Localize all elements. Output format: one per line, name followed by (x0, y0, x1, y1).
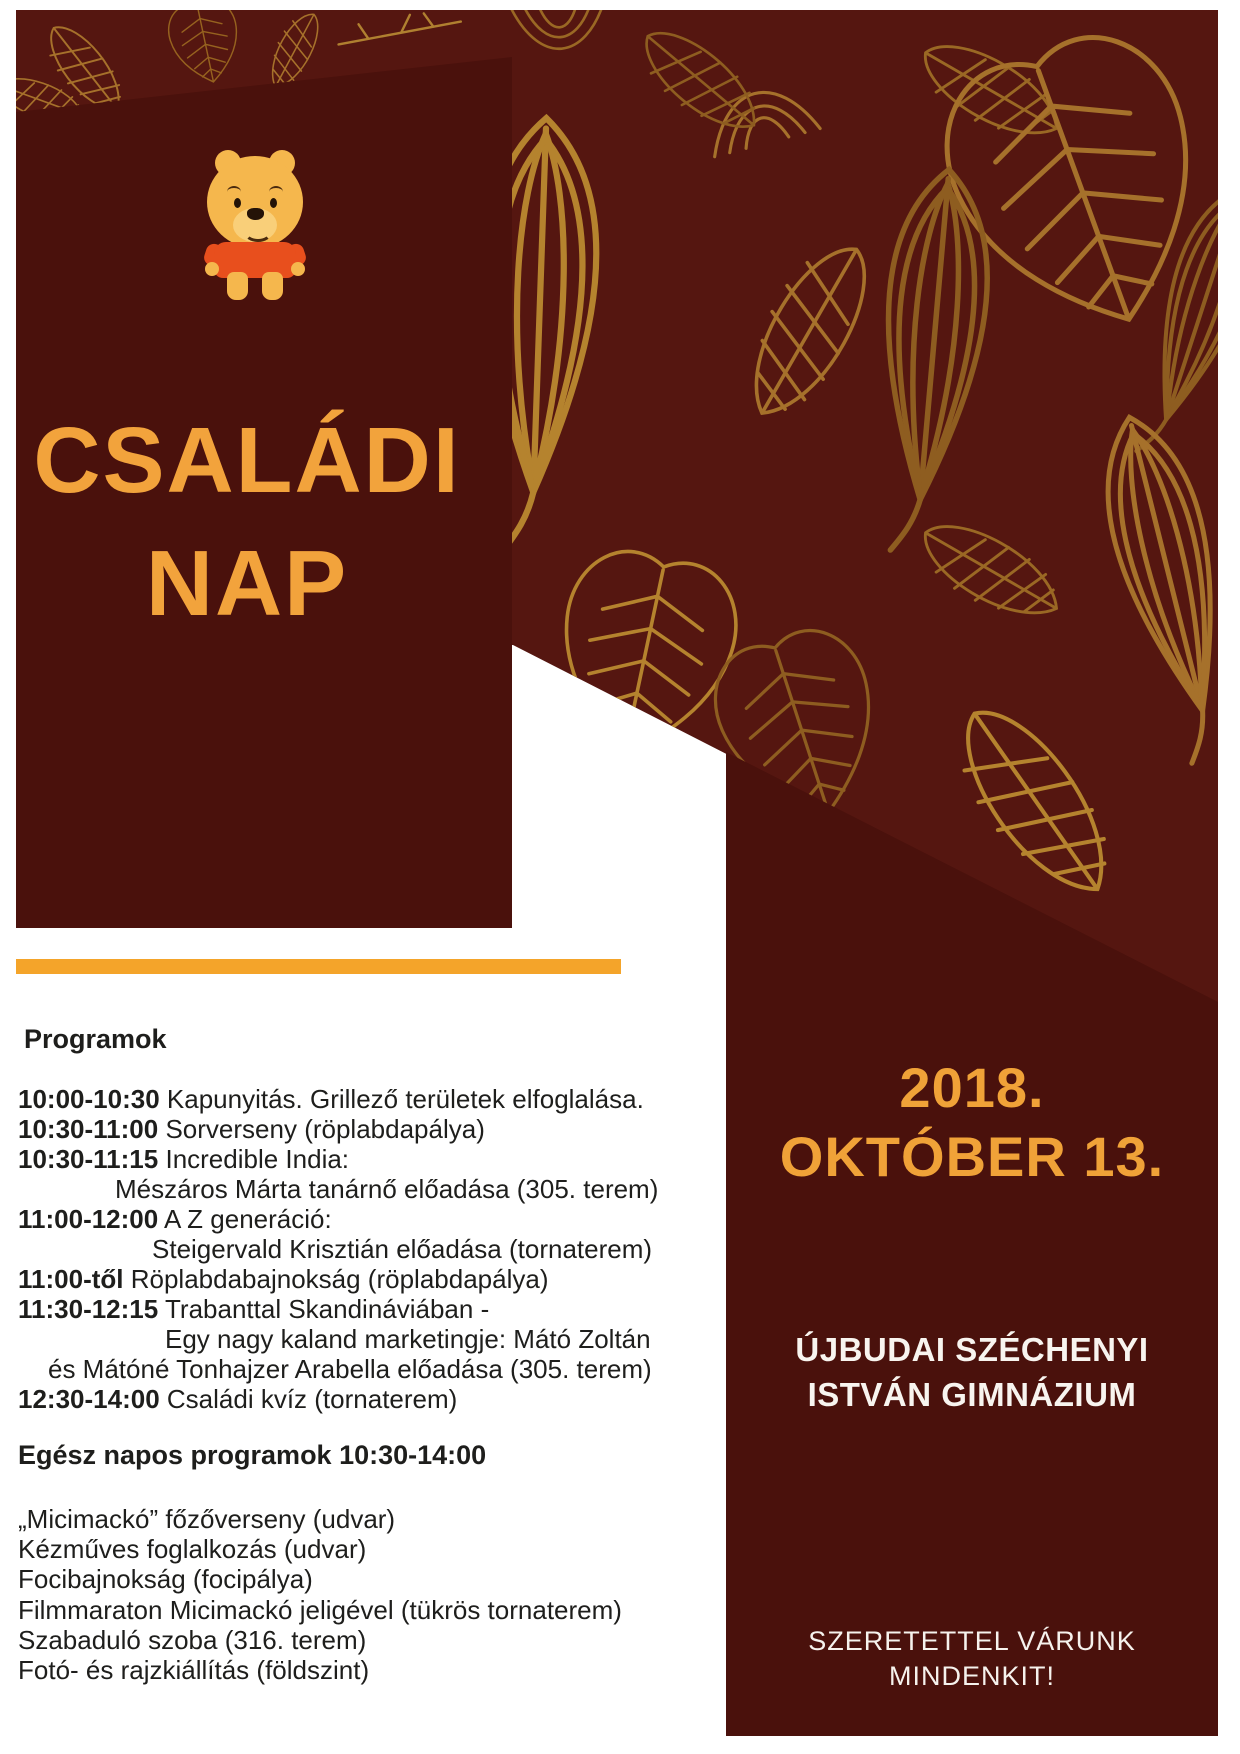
divider-bar (16, 959, 621, 974)
closing-message-line1: SZERETETTEL VÁRUNK (808, 1626, 1136, 1656)
schedule-item (18, 1114, 698, 1144)
schedule-item (18, 1324, 698, 1354)
allday-item: Szabaduló szoba (316. terem) (18, 1624, 367, 1655)
event-date-day: OKTÓBER 13. (779, 1125, 1165, 1188)
allday-item: Kézműves foglalkozás (udvar) (18, 1534, 367, 1565)
schedule-item (18, 1084, 698, 1114)
allday-list (18, 1504, 698, 1685)
schedule-text: Egy nagy kaland marketingje: Mátó Zoltán (165, 1324, 651, 1354)
schedule-item (18, 1294, 698, 1324)
schedule-time: 11:00-től (18, 1264, 124, 1294)
schedule-text: és Mátóné Tonhajzer Arabella előadása (305. terem) (48, 1354, 652, 1384)
school-name-line2: ISTVÁN GIMNÁZIUM (807, 1376, 1137, 1413)
schedule-text: Röplabdabajnokság (röplabdapálya) (130, 1264, 549, 1294)
schedule-item (18, 1144, 698, 1174)
schedule-item (18, 1174, 698, 1204)
schedule-time: 12:30-14:00 (18, 1384, 160, 1414)
pooh-paw-right (291, 262, 305, 276)
schedule-text: Incredible India: (165, 1144, 350, 1174)
schedule-text: Sorverseny (röplabdapálya) (165, 1114, 485, 1144)
allday-item: Focibajnokság (focipálya) (18, 1564, 313, 1595)
pooh-shirt (214, 242, 296, 278)
school-name-line1: ÚJBUDAI SZÉCHENYI (795, 1331, 1149, 1368)
pooh-leg-left (227, 272, 248, 300)
schedule-time: 10:00-10:30 (18, 1084, 160, 1114)
schedule-text: Családi kvíz (tornaterem) (166, 1384, 458, 1414)
schedule-time: 10:30-11:00 (18, 1114, 159, 1144)
pooh-leg-right (262, 272, 283, 300)
event-date-year: 2018. (899, 1056, 1045, 1119)
schedule-time: 11:30-12:15 (18, 1294, 159, 1324)
pooh-nose (247, 208, 264, 220)
schedule-item (18, 1384, 698, 1414)
schedule-time: 10:30-11:15 (18, 1144, 159, 1174)
pooh-smile (244, 222, 272, 242)
school-name (726, 1327, 1218, 1417)
poster-title-line2: NAP (145, 531, 349, 635)
schedule-text: Steigervald Krisztián előadása (tornaterem) (152, 1234, 653, 1264)
schedule-item (18, 1204, 698, 1234)
pooh-paw-left (205, 262, 219, 276)
schedule-item (18, 1354, 698, 1384)
pooh-eye-left (234, 198, 241, 208)
event-date (726, 1053, 1218, 1191)
closing-message-line2: MINDENKIT! (888, 1661, 1055, 1691)
pooh-bear-illustration (207, 150, 303, 300)
pooh-eyebrow-right (269, 186, 283, 198)
schedule-text: Trabanttal Skandináviában - (165, 1294, 490, 1324)
pooh-eye-right (270, 198, 277, 208)
schedule-text: Mészáros Márta tanárnő előadása (305. terem) (115, 1174, 659, 1204)
allday-heading: Egész napos programok 10:30-14:00 (18, 1440, 487, 1470)
poster-title-line1: CSALÁDI (33, 408, 461, 512)
schedule-item (18, 1264, 698, 1294)
pooh-eyebrow-left (227, 186, 241, 198)
allday-item: „Micimackó” főzőverseny (udvar) (18, 1504, 396, 1534)
allday-item: Filmmaraton Micimackó jeligével (tükrös tornaterem) (18, 1594, 622, 1625)
closing-message (726, 1624, 1218, 1694)
schedule-list (18, 1084, 698, 1414)
schedule-text: Kapunyitás. Grillező területek elfoglalása. (166, 1084, 644, 1114)
programs-heading: Programok (24, 1024, 167, 1054)
schedule-time: 11:00-12:00 (18, 1204, 159, 1234)
allday-item: Fotó- és rajzkiállítás (földszint) (18, 1655, 370, 1686)
schedule-item (18, 1234, 698, 1264)
poster-title (17, 399, 477, 645)
schedule-text: A Z generáció: (164, 1204, 332, 1234)
